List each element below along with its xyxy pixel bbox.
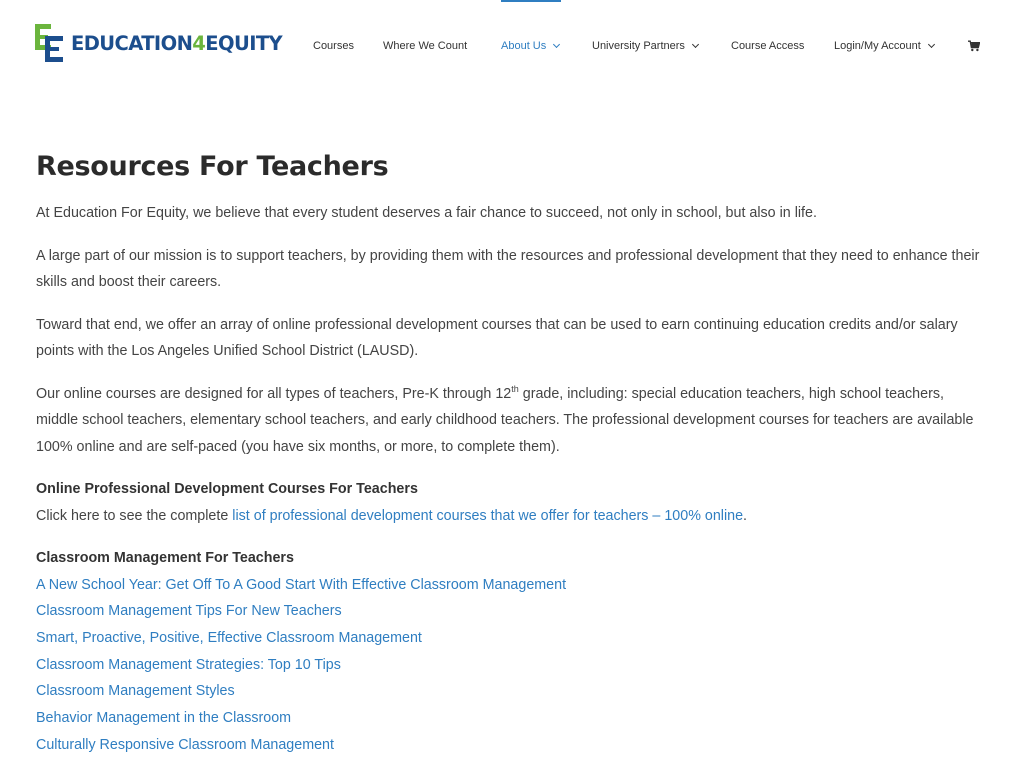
classroom-link[interactable]: Culturally Responsive Classroom Management (36, 736, 334, 753)
classroom-link[interactable]: Classroom Management Strategies: Top 10 Tips (36, 656, 341, 673)
classroom-management-heading: Classroom Management For Teachers (36, 550, 294, 566)
nav-about-us[interactable]: About Us (501, 39, 559, 53)
chevron-down-icon (928, 41, 935, 48)
nav-university-partners[interactable]: University Partners (592, 39, 698, 53)
course-types-paragraph: Our online courses are designed for all types of teachers, Pre-K through 12th grade, including: special education teachers, high school teachers, middle school teachers, elementary school teachers, and early childhood teachers. The professional development courses for teachers are available 100% online and are self-paced (you have six months, or more, to complete them). (36, 383, 974, 455)
nav-login-my-account[interactable]: Login/My Account (834, 39, 934, 53)
classroom-link[interactable]: A New School Year: Get Off To A Good Start With Effective Classroom Management (36, 576, 567, 593)
classroom-link[interactable]: Classroom Management Styles (36, 683, 235, 700)
mission-paragraph: A large part of our mission is to support teachers, by providing them with the resources and professional development that they need to enhance their skills and boost their careers. (36, 247, 980, 290)
classroom-link[interactable]: Classroom Management Tips For New Teachers (36, 603, 342, 620)
nav-where-we-count[interactable]: Where We Count (383, 40, 468, 52)
main-content (36, 150, 986, 758)
intro-paragraph: At Education For Equity, we believe that every student deserves a fair chance to succeed, not only in school, but also in life. (36, 205, 817, 221)
classroom-management-section (36, 545, 986, 758)
online-courses-section: Online Professional Development Courses For Teachers Click here to see the complete list of professional development courses that we offer for teachers – 100% online. (36, 481, 748, 524)
logo-wordmark: EDUCATION4EQUITY (71, 31, 283, 55)
classroom-link[interactable]: Smart, Proactive, Positive, Effective Classroom Management (36, 629, 422, 646)
classroom-link[interactable]: Behavior Management in the Classroom (36, 710, 292, 727)
shopping-cart-icon[interactable] (968, 40, 980, 52)
course-list-link[interactable]: list of professional development courses that we offer for teachers – 100% online (232, 507, 744, 524)
online-courses-intro: Click here to see the complete (36, 507, 233, 524)
chevron-down-icon (553, 41, 560, 48)
nav-courses[interactable]: Courses (313, 40, 354, 52)
active-nav-indicator (501, 0, 561, 2)
courses-offer-paragraph: Toward that end, we offer an array of online professional development courses that can be used to earn continuing education credits and/or salary points with the Los Angeles Unified School District (LAUSD). (36, 316, 958, 359)
online-courses-heading: Online Professional Development Courses For Teachers (36, 481, 418, 497)
page-title: Resources For Teachers (36, 151, 389, 182)
main-nav (0, 39, 1024, 53)
chevron-down-icon (692, 41, 699, 48)
nav-course-access[interactable]: Course Access (731, 40, 805, 52)
